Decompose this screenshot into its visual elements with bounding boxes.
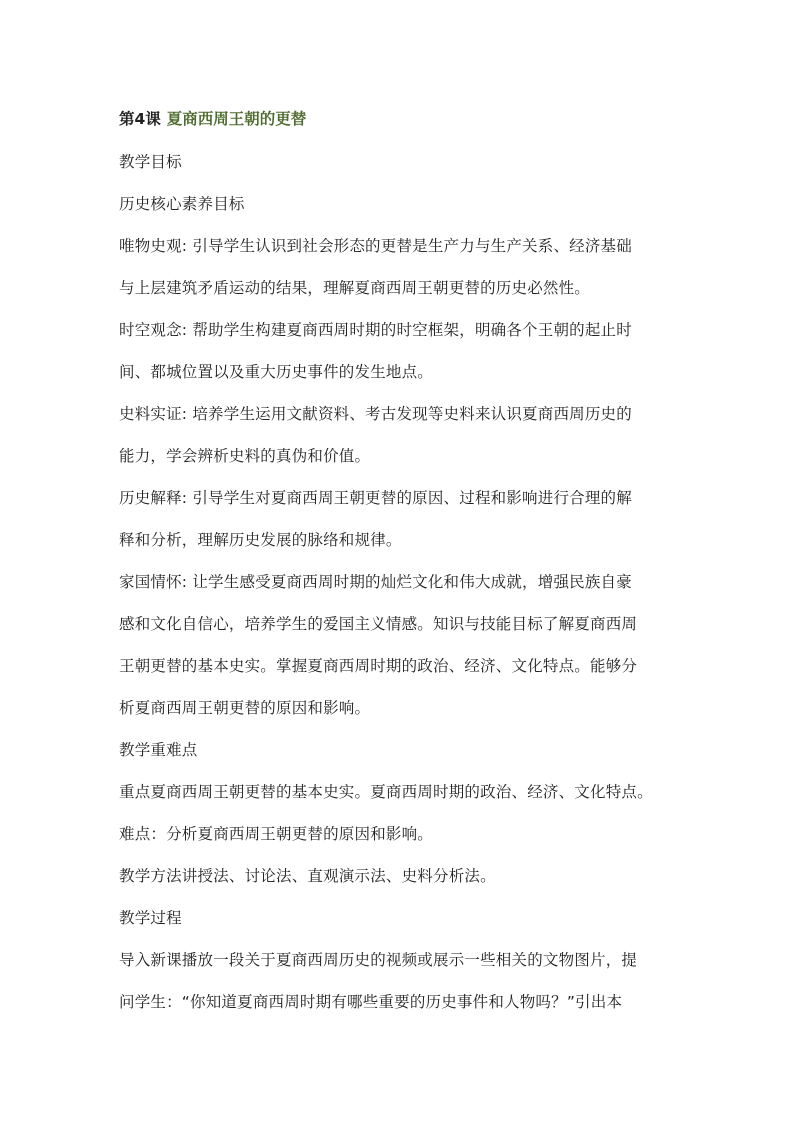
lesson-title <box>119 106 679 132</box>
text-line: 重点夏商西周王朝更替的基本史实。夏商西周时期的政治、经济、文化特点。 <box>119 783 653 801</box>
text-line: 难点：分析夏商西周王朝更替的原因和影响。 <box>119 825 434 843</box>
lesson-number: 第4课 <box>119 110 161 128</box>
text-line: 感和文化自信心，培养学生的爱国主义情感。知识与技能目标了解夏商西周 <box>119 615 638 633</box>
text-line: 王朝更替的基本史实。掌握夏商西周时期的政治、经济、文化特点。能够分 <box>119 657 638 675</box>
text-line: 析夏商西周王朝更替的原因和影响。 <box>119 699 371 717</box>
text-line: 历史解释: 引导学生对夏商西周王朝更替的原因、过程和影响进行合理的解 <box>119 489 632 507</box>
text-line: 释和分析，理解历史发展的脉络和规律。 <box>119 531 402 549</box>
text-line: 间、都城位置以及重大历史事件的发生地点。 <box>119 363 434 381</box>
text-line: 史料实证: 培养学生运用文献资料、考古发现等史料来认识夏商西周历史的 <box>119 405 632 423</box>
text-line: 家国情怀: 让学生感受夏商西周时期的灿烂文化和伟大成就，增强民族自豪 <box>119 573 632 591</box>
section-heading-key-difficulties: 教学重难点 <box>119 741 198 759</box>
document-body <box>119 106 679 1034</box>
text-line: 时空观念: 帮助学生构建夏商西周时期的时空框架，明确各个王朝的起止时 <box>119 321 632 339</box>
lesson-title-text: 夏商西周王朝的更替 <box>166 110 307 128</box>
text-line: 教学方法讲授法、讨论法、直观演示法、史料分析法。 <box>119 867 496 885</box>
text-line: 能力，学会辨析史料的真伪和价值。 <box>119 447 371 465</box>
text-line: 问学生：“你知道夏商西周时期有哪些重要的历史事件和人物吗？”引出本 <box>119 993 623 1011</box>
text-line: 唯物史观: 引导学生认识到社会形态的更替是生产力与生产关系、经济基础 <box>119 237 632 255</box>
text-line: 导入新课播放一段关于夏商西周历史的视频或展示一些相关的文物图片，提 <box>119 951 638 969</box>
section-heading-teaching-goals: 教学目标 <box>119 153 182 171</box>
text-line: 与上层建筑矛盾运动的结果，理解夏商西周王朝更替的历史必然性。 <box>119 279 591 297</box>
section-heading-teaching-process: 教学过程 <box>119 909 182 927</box>
subheading-core-literacy-goals: 历史核心素养目标 <box>119 195 245 213</box>
